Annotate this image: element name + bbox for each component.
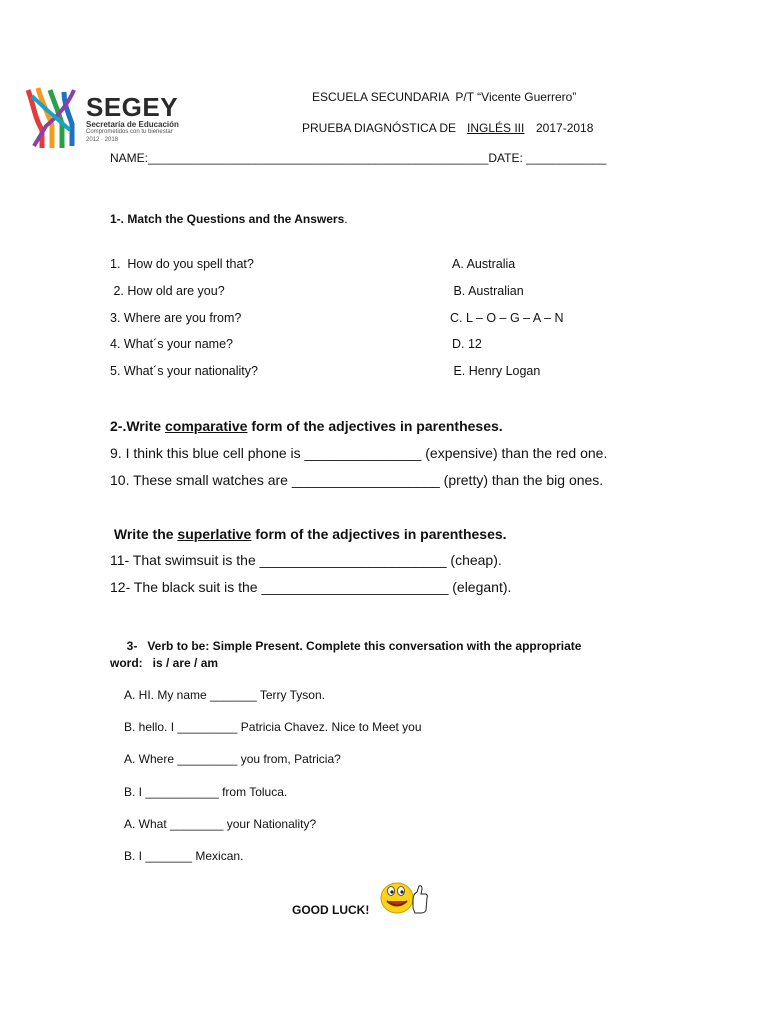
section2-title: 2-.Write comparative form of the adjectives in parentheses. [110,418,503,434]
subject-label: INGLÉS III [467,121,525,135]
comparative-item-9: 9. I think this blue cell phone is _______________ (expensive) than the red one. [110,445,608,461]
conversation-line-5: A. What ________ your Nationality? [124,817,317,831]
smiley-thumbs-up-icon [377,876,429,920]
answer-b: B. Australian [450,284,524,298]
school-name: ESCUELA SECUNDARIA P/T “Vicente Guerrero” [312,90,577,104]
conversation-line-2: B. hello. I _________ Patricia Chavez. Nice to Meet you [124,720,422,734]
section3-title-line1: 3- Verb to be: Simple Present. Complete this conversation with the appropriate [110,639,582,653]
question-4: 4. What´s your name? [110,337,233,351]
question-5: 5. What´s your nationality? [110,364,258,378]
segey-logo [24,86,194,150]
test-label: PRUEBA DIAGNÓSTICA DE [302,121,457,135]
conversation-line-4: B. I ___________ from Toluca. [124,785,288,799]
section1-title: 1-. Match the Questions and the Answers. [110,212,348,226]
question-3: 3. Where are you from? [110,311,242,325]
answer-c: C. L – O – G – A – N [450,311,564,325]
superlative-item-11: 11- That swimsuit is the ________________________ (cheap). [110,552,502,568]
conversation-line-3: A. Where _________ you from, Patricia? [124,752,341,766]
logo-tagline: Comprometidos con tu bienestar [86,129,173,135]
year-label: 2017-2018 [536,121,594,135]
good-luck-text: GOOD LUCK! [292,903,370,917]
name-date-line: NAME:___________________________________________________DATE: ____________ [110,151,607,165]
answer-a: A. Australia [452,257,516,271]
logo-subtitle: Secretaría de Educación [86,120,179,129]
conversation-line-6: B. I _______ Mexican. [124,849,244,863]
section2b-title: Write the superlative form of the adjectives in parentheses. [110,526,507,542]
segey-emblem-icon [24,86,80,150]
answer-d: D. 12 [452,337,482,351]
conversation-line-1: A. HI. My name _______ Terry Tyson. [124,688,325,702]
logo-years: 2012 · 2018 [86,137,119,143]
logo-wordmark: SEGEY [86,92,179,122]
answer-e: E. Henry Logan [450,364,541,378]
section3-title-line2: word: is / are / am [110,656,219,670]
question-1: 1. How do you spell that? [110,257,254,271]
superlative-item-12: 12- The black suit is the ________________________ (elegant). [110,579,512,595]
question-2: 2. How old are you? [110,284,225,298]
comparative-item-10: 10. These small watches are ___________________ (pretty) than the big ones. [110,472,604,488]
